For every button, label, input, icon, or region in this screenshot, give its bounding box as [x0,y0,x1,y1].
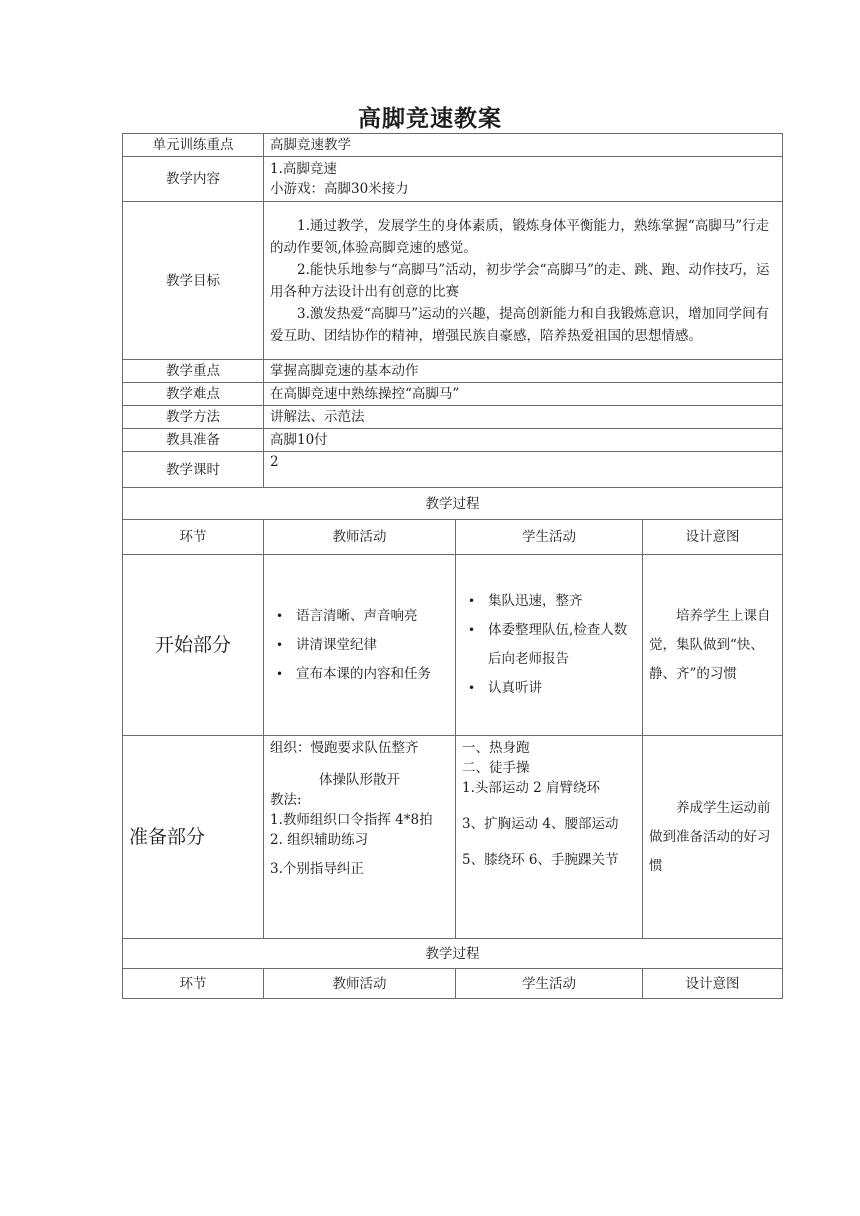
list-item: • 体委整理队伍,检查人数后向老师报告 [488,616,636,674]
process-title-row [123,488,783,520]
prep-teacher-method-label: 教法: [270,792,302,808]
difficulty-row [123,383,783,406]
equipment-label: 教具准备 [123,429,264,452]
method-value: 讲解法、示范法 [264,406,783,429]
header-teacher-2: 教师活动 [264,969,456,999]
unit-focus-row [123,134,783,157]
objectives-label: 教学目标 [123,202,264,360]
content-value [264,157,783,202]
prep-teacher-org: 组织：慢跑要求队伍整齐 [270,740,419,756]
hours-value: 2 [264,452,783,488]
header-student-2: 学生活动 [456,969,643,999]
list-item: • 集队迅速，整齐 [488,587,636,616]
header-stage-2: 环节 [123,969,264,999]
process-title: 教学过程 [123,488,783,520]
header-student: 学生活动 [456,520,643,555]
prep-student-activities [456,736,643,939]
prep-student-line: 1.头部运动 2 肩臂绕环 [462,780,601,796]
start-teacher-activities [264,555,456,736]
list-item: • 宣布本课的内容和任务 [296,660,449,689]
prep-teacher-step: 2. 组织辅助练习 [270,832,369,848]
prep-student-line: 3、扩胸运动 4、腰部运动 [462,816,619,832]
list-item: • 讲清课堂纪律 [296,631,449,660]
key-label: 教学重点 [123,360,264,383]
prep-section-row [123,736,783,939]
header-teacher: 教师活动 [264,520,456,555]
method-label: 教学方法 [123,406,264,429]
prep-student-line: 二、徒手操 [462,760,530,776]
objective-item: 1.通过教学，发展学生的身体素质，锻炼身体平衡能力，熟练掌握“高脚马”行走的动作要领,体验高脚竞速的感觉。 [270,217,770,256]
objective-item: 2.能快乐地参与“高脚马”活动，初步学会“高脚马”的走、跳、跑、动作技巧，运用各种方法设计出有创意的比赛 [270,261,770,300]
start-student-activities [456,555,643,736]
process-title-row-2 [123,939,783,969]
prep-intent: 养成学生运动前做到准备活动的好习惯 [643,736,783,939]
header-intent: 设计意图 [643,520,783,555]
prep-student-line: 一、热身跑 [462,740,530,756]
equipment-value: 高脚10付 [264,429,783,452]
content-line: 1.高脚竞速 [270,161,337,177]
prep-teacher-step: 1.教师组织口令指挥 4*8拍 [270,812,433,828]
unit-focus-value: 高脚竞速教学 [264,134,783,157]
header-stage: 环节 [123,520,264,555]
objectives-value [264,202,783,360]
lesson-plan-table [122,133,783,999]
list-item: • 语言清晰、声音响亮 [296,602,449,631]
content-label: 教学内容 [123,157,264,202]
key-row [123,360,783,383]
start-section-row [123,555,783,736]
equipment-row [123,429,783,452]
unit-focus-label: 单元训练重点 [123,134,264,157]
difficulty-value: 在高脚竞速中熟练操控“高脚马” [264,383,783,406]
prep-teacher-formation: 体操队形散开 [319,772,400,788]
start-section-name: 开始部分 [123,555,264,736]
prep-section-name: 准备部分 [123,736,264,939]
hours-label: 教学课时 [123,452,264,488]
difficulty-label: 教学难点 [123,383,264,406]
key-value: 掌握高脚竞速的基本动作 [264,360,783,383]
content-line: 小游戏：高脚30米接力 [270,181,409,197]
objectives-row [123,202,783,360]
prep-student-line: 5、膝绕环 6、手腕踝关节 [462,852,619,868]
process-title-2: 教学过程 [123,939,783,969]
prep-teacher-activities [264,736,456,939]
header-intent-2: 设计意图 [643,969,783,999]
list-item: • 认真听讲 [488,674,636,703]
page-title: 高脚竞速教案 [358,106,502,132]
method-row [123,406,783,429]
prep-teacher-step: 3.个别指导纠正 [270,861,364,877]
objective-item: 3.激发热爱“高脚马”运动的兴趣，提高创新能力和自我锻炼意识，增加同学间有爱互助、团结协作的精神，增强民族自豪感，陪养热爱祖国的思想情感。 [270,305,770,344]
process-header-row [123,520,783,555]
start-intent: 培养学生上课自觉，集队做到“快、静、齐”的习惯 [643,555,783,736]
content-row [123,157,783,202]
hours-row [123,452,783,488]
process-header-row-2 [123,969,783,999]
